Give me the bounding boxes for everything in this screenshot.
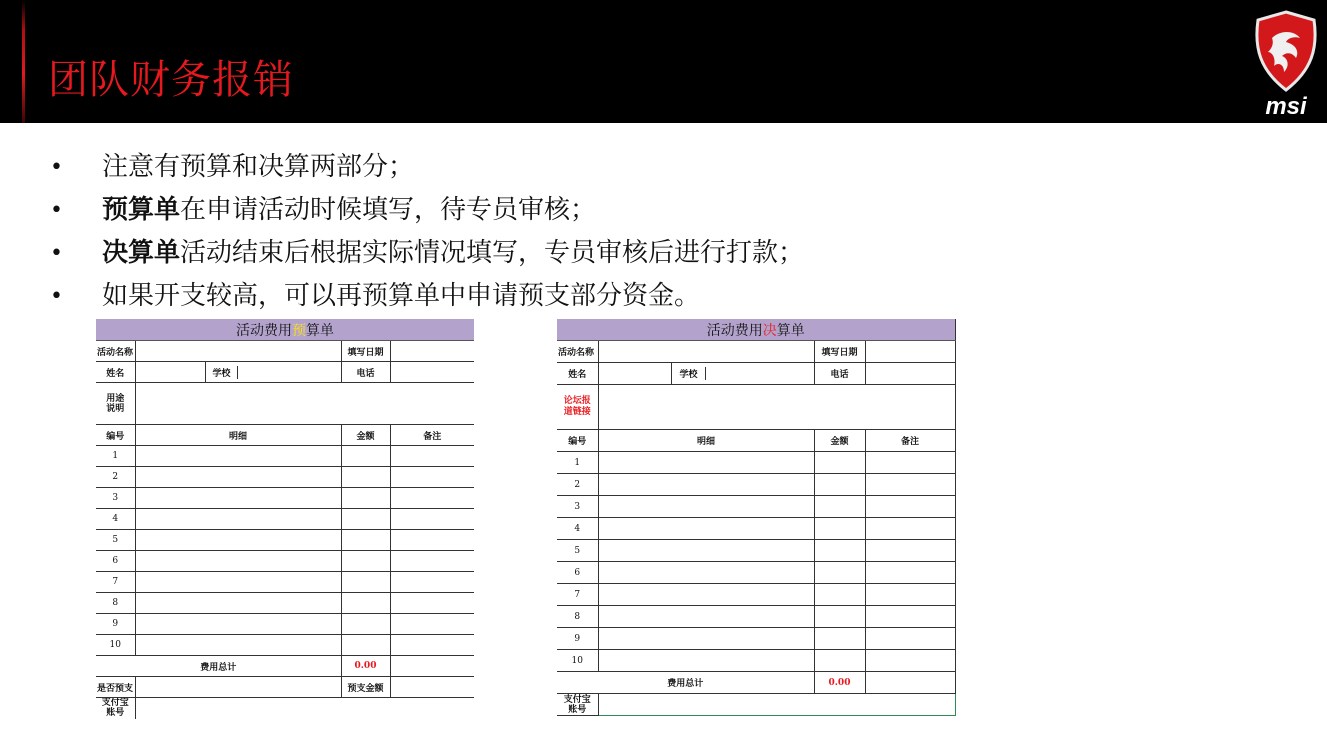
amount-cell[interactable] (814, 628, 865, 650)
table-row (96, 635, 474, 656)
table-row (557, 474, 955, 496)
detail-cell[interactable] (598, 650, 814, 672)
bullet-dot: • (50, 155, 63, 180)
phone-cell[interactable] (390, 362, 474, 383)
phone-label: 电话 (341, 362, 390, 383)
final-form-title: 活动费用决算单 (557, 319, 955, 341)
school-label: 学校 (673, 367, 706, 380)
total-value: 0.00 (814, 672, 865, 694)
table-row (96, 614, 474, 635)
school-cell[interactable] (205, 362, 341, 383)
detail-cell[interactable] (598, 584, 814, 606)
note-cell[interactable] (390, 614, 474, 635)
col-amount-header: 金额 (341, 425, 390, 446)
alipay-label: 支付宝账号 (96, 698, 135, 719)
total-value: 0.00 (341, 656, 390, 677)
amount-cell[interactable] (814, 562, 865, 584)
note-cell[interactable] (865, 540, 955, 562)
row-number: 8 (96, 593, 135, 614)
phone-label: 电话 (814, 363, 865, 385)
table-row (557, 606, 955, 628)
table-row (557, 540, 955, 562)
fill-date-cell[interactable] (390, 341, 474, 362)
note-cell[interactable] (865, 562, 955, 584)
alipay-label: 支付宝账号 (557, 694, 598, 716)
name-label: 姓名 (557, 363, 598, 385)
detail-cell[interactable] (135, 551, 341, 572)
table-row (96, 467, 474, 488)
amount-cell[interactable] (341, 530, 390, 551)
note-cell[interactable] (390, 446, 474, 467)
row-number: 5 (557, 540, 598, 562)
amount-cell[interactable] (341, 488, 390, 509)
school-label: 学校 (207, 366, 238, 379)
detail-cell[interactable] (598, 562, 814, 584)
activity-name-label: 活动名称 (557, 341, 598, 363)
detail-cell[interactable] (598, 606, 814, 628)
detail-cell[interactable] (598, 540, 814, 562)
table-row (96, 551, 474, 572)
table-row (96, 488, 474, 509)
total-note-cell (865, 672, 955, 694)
bullet-dot: • (50, 198, 63, 223)
amount-cell[interactable] (341, 635, 390, 656)
note-cell[interactable] (390, 467, 474, 488)
name-label: 姓名 (96, 362, 135, 383)
detail-cell[interactable] (135, 635, 341, 656)
fill-date-label: 填写日期 (341, 341, 390, 362)
budget-form (96, 319, 474, 719)
table-row (557, 584, 955, 606)
name-cell[interactable] (598, 363, 671, 385)
detail-cell[interactable] (598, 628, 814, 650)
note-cell[interactable] (865, 452, 955, 474)
col-detail-header: 明细 (598, 430, 814, 452)
accent-line (22, 0, 25, 123)
detail-cell[interactable] (135, 614, 341, 635)
table-row (96, 530, 474, 551)
amount-cell[interactable] (341, 572, 390, 593)
amount-cell[interactable] (814, 474, 865, 496)
bullet-item: • 预算单在申请活动时候填写，待专员审核； (40, 189, 804, 232)
detail-cell[interactable] (135, 467, 341, 488)
amount-cell[interactable] (814, 518, 865, 540)
forum-link-cell[interactable] (598, 385, 955, 430)
row-number: 8 (557, 606, 598, 628)
detail-cell[interactable] (598, 496, 814, 518)
row-number: 2 (96, 467, 135, 488)
note-cell[interactable] (390, 635, 474, 656)
bullet-list (40, 146, 804, 318)
row-number: 3 (96, 488, 135, 509)
fill-date-label: 填写日期 (814, 341, 865, 363)
purpose-cell[interactable] (135, 383, 474, 425)
amount-cell[interactable] (341, 593, 390, 614)
col-detail-header: 明细 (135, 425, 341, 446)
purpose-label: 用途说明 (96, 383, 135, 425)
alipay-cell[interactable] (598, 694, 955, 716)
row-number: 9 (96, 614, 135, 635)
detail-cell[interactable] (135, 509, 341, 530)
note-cell[interactable] (865, 650, 955, 672)
table-row (96, 593, 474, 614)
bullet-bold: 决算单 (102, 238, 181, 268)
forum-link-label: 论坛报道链接 (557, 385, 598, 430)
note-cell[interactable] (390, 488, 474, 509)
bullet-item: • 注意有预算和决算两部分； (40, 146, 804, 189)
note-cell[interactable] (865, 628, 955, 650)
row-number: 4 (96, 509, 135, 530)
note-cell[interactable] (865, 496, 955, 518)
total-label: 费用总计 (557, 672, 814, 694)
budget-form-title: 活动费用预算单 (96, 319, 474, 341)
table-row (557, 518, 955, 540)
note-cell[interactable] (390, 530, 474, 551)
amount-cell[interactable] (341, 446, 390, 467)
table-row (557, 496, 955, 518)
page-title: 团队财务报销 (48, 57, 294, 103)
col-note-header: 备注 (865, 430, 955, 452)
bullet-item: • 如果开支较高，可以再预算单中申请预支部分资金。 (40, 275, 804, 318)
detail-cell[interactable] (135, 488, 341, 509)
note-cell[interactable] (865, 474, 955, 496)
advance-cell[interactable] (135, 677, 341, 698)
amount-cell[interactable] (341, 614, 390, 635)
total-label: 费用总计 (96, 656, 341, 677)
note-cell[interactable] (390, 509, 474, 530)
table-row (557, 650, 955, 672)
logo-text: msi (1265, 93, 1307, 118)
row-number: 10 (557, 650, 598, 672)
bullet-dot: • (50, 284, 63, 309)
msi-dragon-logo (1250, 8, 1322, 118)
activity-name-label: 活动名称 (96, 341, 135, 362)
row-number: 5 (96, 530, 135, 551)
table-row (96, 572, 474, 593)
row-number: 6 (96, 551, 135, 572)
table-row (557, 628, 955, 650)
amount-cell[interactable] (814, 606, 865, 628)
amount-cell[interactable] (814, 496, 865, 518)
phone-cell[interactable] (865, 363, 955, 385)
bullet-item: • 决算单活动结束后根据实际情况填写，专员审核后进行打款； (40, 232, 804, 275)
col-no-header: 编号 (96, 425, 135, 446)
col-amount-header: 金额 (814, 430, 865, 452)
detail-cell[interactable] (598, 452, 814, 474)
advance-label: 是否预支 (96, 677, 135, 698)
amount-cell[interactable] (341, 551, 390, 572)
table-row (96, 509, 474, 530)
detail-cell[interactable] (135, 593, 341, 614)
name-cell[interactable] (135, 362, 205, 383)
amount-cell[interactable] (814, 650, 865, 672)
row-number: 10 (96, 635, 135, 656)
total-note-cell (390, 656, 474, 677)
fill-date-cell[interactable] (865, 341, 955, 363)
bullet-bold: 预算单 (102, 195, 181, 225)
note-cell[interactable] (390, 572, 474, 593)
alipay-cell[interactable] (135, 698, 474, 719)
row-number: 7 (96, 572, 135, 593)
row-number: 1 (96, 446, 135, 467)
amount-cell[interactable] (814, 540, 865, 562)
note-cell[interactable] (865, 606, 955, 628)
amount-cell[interactable] (814, 584, 865, 606)
advance-amount-cell[interactable] (390, 677, 474, 698)
table-row (557, 562, 955, 584)
note-cell[interactable] (390, 551, 474, 572)
detail-cell[interactable] (598, 518, 814, 540)
amount-cell[interactable] (341, 467, 390, 488)
note-cell[interactable] (390, 593, 474, 614)
row-number: 3 (557, 496, 598, 518)
row-number: 2 (557, 474, 598, 496)
detail-cell[interactable] (135, 530, 341, 551)
row-number: 1 (557, 452, 598, 474)
row-number: 9 (557, 628, 598, 650)
row-number: 6 (557, 562, 598, 584)
detail-cell[interactable] (135, 446, 341, 467)
amount-cell[interactable] (341, 509, 390, 530)
detail-cell[interactable] (598, 474, 814, 496)
bullet-dot: • (50, 241, 63, 266)
activity-name-cell[interactable] (598, 341, 814, 363)
school-cell[interactable] (671, 363, 814, 385)
header-bar (0, 0, 1327, 123)
note-cell[interactable] (865, 518, 955, 540)
detail-cell[interactable] (135, 572, 341, 593)
activity-name-cell[interactable] (135, 341, 341, 362)
row-number: 7 (557, 584, 598, 606)
advance-amount-label: 预支金额 (341, 677, 390, 698)
final-form (557, 319, 956, 716)
table-row (557, 452, 955, 474)
row-number: 4 (557, 518, 598, 540)
amount-cell[interactable] (814, 452, 865, 474)
table-row (96, 446, 474, 467)
note-cell[interactable] (865, 584, 955, 606)
col-note-header: 备注 (390, 425, 474, 446)
col-no-header: 编号 (557, 430, 598, 452)
